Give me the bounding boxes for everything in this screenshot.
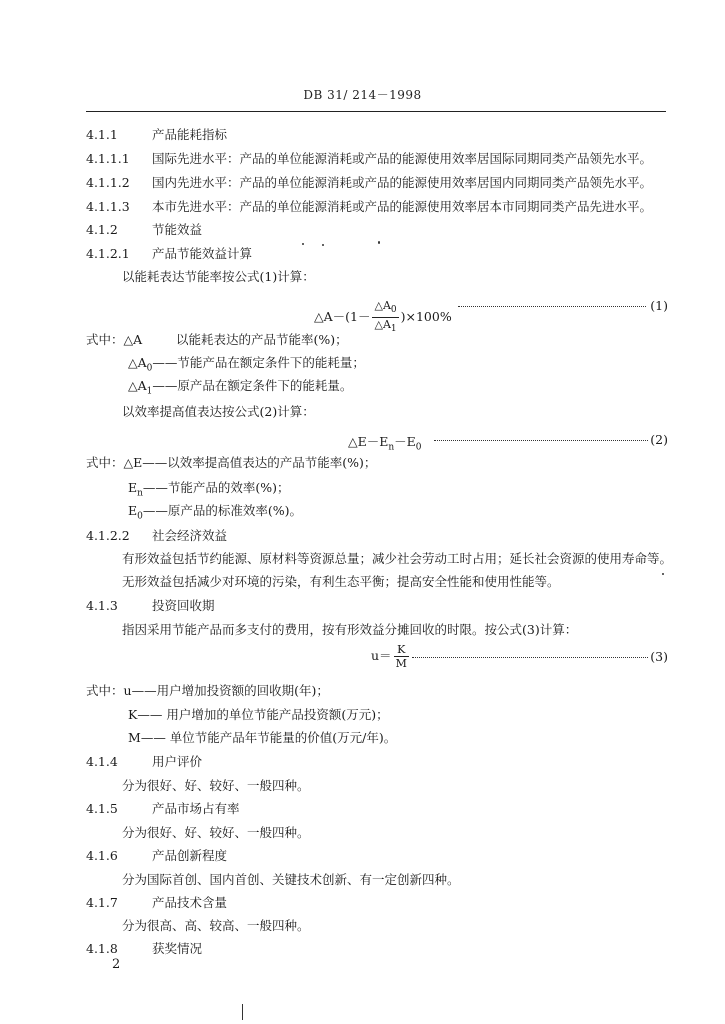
header-rule <box>86 111 666 112</box>
where-1b <box>128 355 365 377</box>
where-2c <box>128 503 302 525</box>
symbol: E <box>128 503 138 518</box>
where-1c <box>128 378 352 400</box>
subscript: n <box>388 442 395 453</box>
section-title: 投资回收期 <box>152 598 215 613</box>
section-title: 产品技术含量 <box>152 895 228 910</box>
clause-text: 本市先进水平：产品的单位能源消耗或产品的能源使用效率居本市同期同类产品先进水平。 <box>152 199 653 214</box>
where-lead: 式中：△A <box>86 332 143 347</box>
section-title: 节能效益 <box>152 222 203 237</box>
symbol: △A <box>128 378 147 393</box>
where-3b <box>128 707 389 723</box>
section-4-1-8 <box>86 941 202 957</box>
formula-1-fraction <box>372 299 398 336</box>
section-4-1-4 <box>86 754 202 770</box>
equation-number: (1) <box>650 298 668 313</box>
section-4-1-5 <box>86 801 240 817</box>
where-1 <box>86 332 348 348</box>
formula-1-expression <box>314 299 452 336</box>
where-text: 以能耗表达的产品节能率(%)； <box>176 332 348 347</box>
formula-3-lhs: u＝ <box>371 648 392 663</box>
scan-speck <box>302 243 304 245</box>
scan-speck <box>378 241 380 244</box>
where-lead: 式中：△E <box>86 455 143 470</box>
formula-2-mid: －E <box>394 434 416 449</box>
symbol-subscript: 1 <box>146 386 153 397</box>
section-number: 4.1.6 <box>86 848 118 863</box>
paragraph-4-1-5: 分为很好、好、较好、一般四种。 <box>122 825 310 840</box>
clause-4-1-2-1 <box>86 246 252 262</box>
where-text: —— 单位节能产品年节能量的价值(万元/年)。 <box>140 730 397 745</box>
where-lead: 式中：u <box>86 683 132 698</box>
clause-4-1-1-2 <box>86 175 652 191</box>
scan-speck <box>322 244 324 246</box>
section-title: 产品市场占有率 <box>152 801 240 816</box>
where-text: ——原产品的标准效率(%)。 <box>142 503 302 518</box>
section-number: 4.1.3 <box>86 598 118 613</box>
social-benefit-tangible: 有形效益包括节约能源、原材料等资源总量；减少社会劳动工时占用；延长社会资源的使用寿命等。 <box>122 551 673 566</box>
section-4-1-6 <box>86 848 227 864</box>
clause-4-1-1-3 <box>86 199 652 215</box>
formula-2-intro: 以效率提高值表达按公式(2)计算： <box>122 404 315 419</box>
fraction-numerator: △A <box>374 299 391 312</box>
where-text: ——以效率提高值表达的产品节能率(%)； <box>142 455 377 470</box>
clause-4-1-1-1 <box>86 151 652 167</box>
symbol-subscript: 0 <box>137 511 143 522</box>
investment-paragraph: 指因采用节能产品而多支付的费用，按有形效益分摊回收的时限。按公式(3)计算： <box>122 622 578 637</box>
page-number: 2 <box>112 957 121 972</box>
symbol: E <box>128 480 138 495</box>
subscript: 0 <box>415 442 422 453</box>
social-benefit-intangible: 无形效益包括减少对环境的污染，有利生态平衡；提高安全性能和使用性能等。 <box>122 574 560 589</box>
formula-3-fraction <box>394 643 409 670</box>
equation-number: (3) <box>650 649 668 664</box>
leader-dots <box>458 306 646 307</box>
paragraph-4-1-7: 分为很高、高、较高、一般四种。 <box>122 918 310 933</box>
scan-speck <box>662 573 664 575</box>
doc-code-header: DB 31/ 214－1998 <box>303 88 422 102</box>
section-title: 产品创新程度 <box>152 848 228 863</box>
clause-text: 国际先进水平：产品的单位能源消耗或产品的能源使用效率居国际同期同类产品领先水平。 <box>152 151 653 166</box>
clause-title: 产品节能效益计算 <box>152 246 253 261</box>
where-2 <box>86 455 376 471</box>
section-4-1-7 <box>86 895 227 911</box>
section-title: 获奖情况 <box>152 941 203 956</box>
scan-speck <box>242 1004 243 1020</box>
symbol: △A <box>128 355 147 370</box>
section-4-1-2 <box>86 222 202 238</box>
fraction-denominator: M <box>395 657 407 670</box>
formula-2-lhs: △E－E <box>348 434 389 449</box>
formula-1 <box>86 290 668 335</box>
where-2b <box>128 480 290 502</box>
where-text: ——节能产品在额定条件下的能耗量； <box>152 355 365 370</box>
symbol: K <box>128 707 138 722</box>
leader-dots <box>434 440 648 441</box>
denominator-subscript: 1 <box>390 324 397 335</box>
symbol-subscript: 0 <box>146 363 153 374</box>
fraction-numerator: K <box>394 643 409 657</box>
clause-number: 4.1.2.2 <box>86 528 130 543</box>
where-text: ——节能产品的效率(%)； <box>142 480 290 495</box>
numerator-subscript: 0 <box>390 305 397 316</box>
where-text: ——用户增加投资额的回收期(年)； <box>131 683 329 698</box>
clause-number: 4.1.1.1 <box>86 151 130 166</box>
formula-1-intro: 以能耗表达节能率按公式(1)计算： <box>122 269 315 284</box>
formula-3 <box>86 641 668 673</box>
section-number: 4.1.4 <box>86 754 118 769</box>
paragraph-4-1-6: 分为国际首创、国内首创、关键技术创新、有一定创新四种。 <box>122 872 460 887</box>
formula-3-expression <box>371 643 411 670</box>
section-number: 4.1.7 <box>86 895 118 910</box>
fraction-denominator: △A <box>374 318 391 332</box>
clause-4-1-2-2 <box>86 528 227 544</box>
section-4-1-1 <box>86 127 227 143</box>
where-text: ——原产品在额定条件下的能耗量。 <box>152 378 353 393</box>
paragraph-4-1-4: 分为很好、好、较好、一般四种。 <box>122 778 310 793</box>
section-number: 4.1.8 <box>86 941 118 956</box>
symbol: M <box>128 730 141 745</box>
section-number: 4.1.1 <box>86 127 118 142</box>
formula-2-expression <box>348 432 422 453</box>
where-3c <box>128 730 396 746</box>
section-number: 4.1.2 <box>86 222 118 237</box>
section-title: 产品能耗指标 <box>152 127 228 142</box>
where-text: —— 用户增加的单位节能产品投资额(万元)； <box>137 707 389 722</box>
clause-number: 4.1.2.1 <box>86 246 130 261</box>
formula-2 <box>86 424 668 456</box>
formula-1-lhs: △A－(1－ <box>314 309 371 325</box>
section-number: 4.1.5 <box>86 801 118 816</box>
clause-number: 4.1.1.3 <box>86 199 130 214</box>
clause-text: 国内先进水平：产品的单位能源消耗或产品的能源使用效率居国内同期同类产品领先水平。 <box>152 175 653 190</box>
clause-title: 社会经济效益 <box>152 528 228 543</box>
clause-number: 4.1.1.2 <box>86 175 130 190</box>
section-title: 用户评价 <box>152 754 203 769</box>
leader-dots <box>412 657 648 658</box>
formula-1-rhs: )×100% <box>400 309 452 325</box>
where-3 <box>86 683 329 699</box>
symbol-subscript: n <box>137 488 143 499</box>
section-4-1-3 <box>86 598 215 614</box>
equation-number: (2) <box>650 432 668 447</box>
